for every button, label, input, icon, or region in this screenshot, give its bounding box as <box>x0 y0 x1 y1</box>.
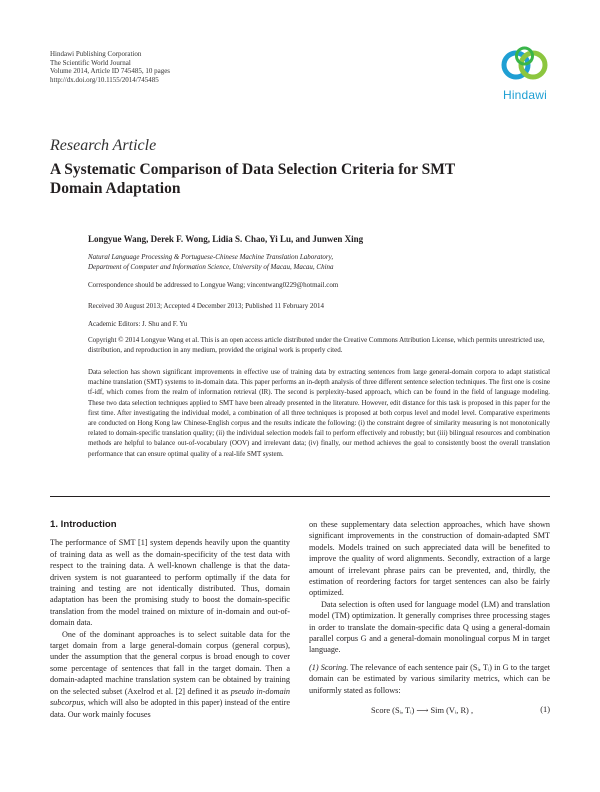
section-divider <box>50 496 550 497</box>
affiliation <box>88 252 334 272</box>
equation-number: (1) <box>540 705 550 714</box>
affiliation-line: Department of Computer and Information Science, University of Macau, Macau, China <box>88 263 334 271</box>
doi-link[interactable]: http://dx.doi.org/10.1155/2014/745485 <box>50 75 159 84</box>
paragraph-text: , which will also be adopted in this paper) instead of the entire data. Our work mainly focuses <box>50 698 290 719</box>
paragraph-text: One of the dominant approaches is to select suitable data for the target domain from a large general-domain corpus (general corpus), under the assumption that the general corpus is broad enough to cover some percentage of sentences that fall in the target domain. Then a domain-adapted machine translation system can be obtained by training on the selected subset (Axelrod et al. [2] defined it as <box>50 629 290 696</box>
journal-info <box>50 50 170 84</box>
paragraph-text: The relevance of each sentence pair (Sᵢ, Tᵢ) in G to the target domain can be estimated by various similarity metrics, which can be uniformly stated as follows: <box>309 662 550 695</box>
paragraph <box>309 662 550 696</box>
section-heading: 1. Introduction <box>50 519 117 530</box>
publisher-line: Hindawi Publishing Corporation <box>50 50 142 58</box>
logo-wordmark: Hindawi <box>502 88 548 102</box>
copyright-notice: Copyright © 2014 Longyue Wang et al. This is an open access article distributed under the Creative Commons Attribution License, which permits unrestricted use, distribution, and reproduction in any medium, provided the original work is properly cited. <box>88 336 545 354</box>
paragraph-label: (1) Scoring. <box>309 662 349 672</box>
correspondence: Correspondence should be addressed to Longyue Wang; vincentwang0229@hotmail.com <box>88 281 339 289</box>
journal-name-line: The Scientific World Journal <box>50 58 131 67</box>
equation-body: Score (Sᵢ, Tᵢ) ⟶ Sim (Vᵢ, R) , <box>371 706 474 715</box>
academic-editors: Academic Editors: J. Shu and F. Yu <box>88 320 188 328</box>
paragraph: on these supplementary data selection approaches, which have shown significant improvements in the construction of domain-adapted SMT models. Models trained on such appreciated data will be benefited to improve the quality of word alignments. Secondly, extraction of a large amount of irrelevant phrase pairs can be prevented, and, thirdly, the estimation of reordering factors for target sentences can also be fairly optimized. <box>309 520 550 598</box>
paragraph: Data selection is often used for language model (LM) and translation model (TM) optimization. It generally comprises three processing stages in order to translate the domain-specific data Q using a general-domain parallel corpus G and a general-domain monolingual corpus M in target language. <box>309 599 550 655</box>
paragraph <box>50 629 290 720</box>
right-column <box>309 519 550 696</box>
publication-dates: Received 30 August 2013; Accepted 4 December 2013; Published 11 February 2014 <box>88 302 324 310</box>
abstract-text: Data selection has shown significant improvements in effective use of training data by extracting sentences from large general-domain corpora to adapt statistical machine translation (SMT) systems to in-domain data. This paper performs an in-depth analysis of three different sentence selection techniques. The first one is cosine tf-idf, which comes from the realm of information retrieval (IR). The second is perplexity-based approach, which can be found in the field of language modeling. These two data selection techniques applied to SMT have been already presented in the literature. However, edit distance for this task is proposed in this paper for the first time. After investigating the individual model, a combination of all three techniques is proposed at both corpus level and model level. Comparative experiments are conducted on Hong Kong law Chinese-English corpus and the results indicate the following: (i) the constraint degree of similarity measuring is not monotonically related to domain-specific translation quality; (ii) the individual selection models fail to perform effectively and robustly; but (iii) bilingual resources and combination methods are helpful to balance out-of-vocabulary (OOV) and irrelevant data; (iv) finally, our method achieves the goal to consistently boost the overall translation performance that can ensure optimal quality of a real-life SMT system. <box>88 369 550 458</box>
affiliation-line: Natural Language Processing & Portuguese-Chinese Machine Translation Laboratory, <box>88 253 334 261</box>
author-list: Longyue Wang, Derek F. Wong, Lidia S. Chao, Yi Lu, and Junwen Xing <box>88 234 364 244</box>
left-column <box>50 519 290 720</box>
paragraph: The performance of SMT [1] system depends heavily upon the quantity of training data as well as the domain-specificity of the test data with respect to the training data. A well-known challenge is that the data-driven system is not guaranteed to perform optimally if the data for training and testing are not identically distributed. Thus, domain adaptation has been the promising study to boost the domain-specific translation from the model trained on mixture of in-domain and out-of-domain data. <box>50 538 290 628</box>
abstract <box>88 368 550 460</box>
volume-line: Volume 2014, Article ID 745485, 10 pages <box>50 67 171 76</box>
paper-title: A Systematic Comparison of Data Selection Criteria for SMT Domain Adaptation <box>50 161 455 197</box>
article-type: Research Article <box>50 137 157 154</box>
hindawi-logo-icon <box>496 42 554 88</box>
paragraph-emphasis: pseudo in-domain subcorpus <box>50 686 290 708</box>
hindawi-logo[interactable] <box>496 42 554 108</box>
